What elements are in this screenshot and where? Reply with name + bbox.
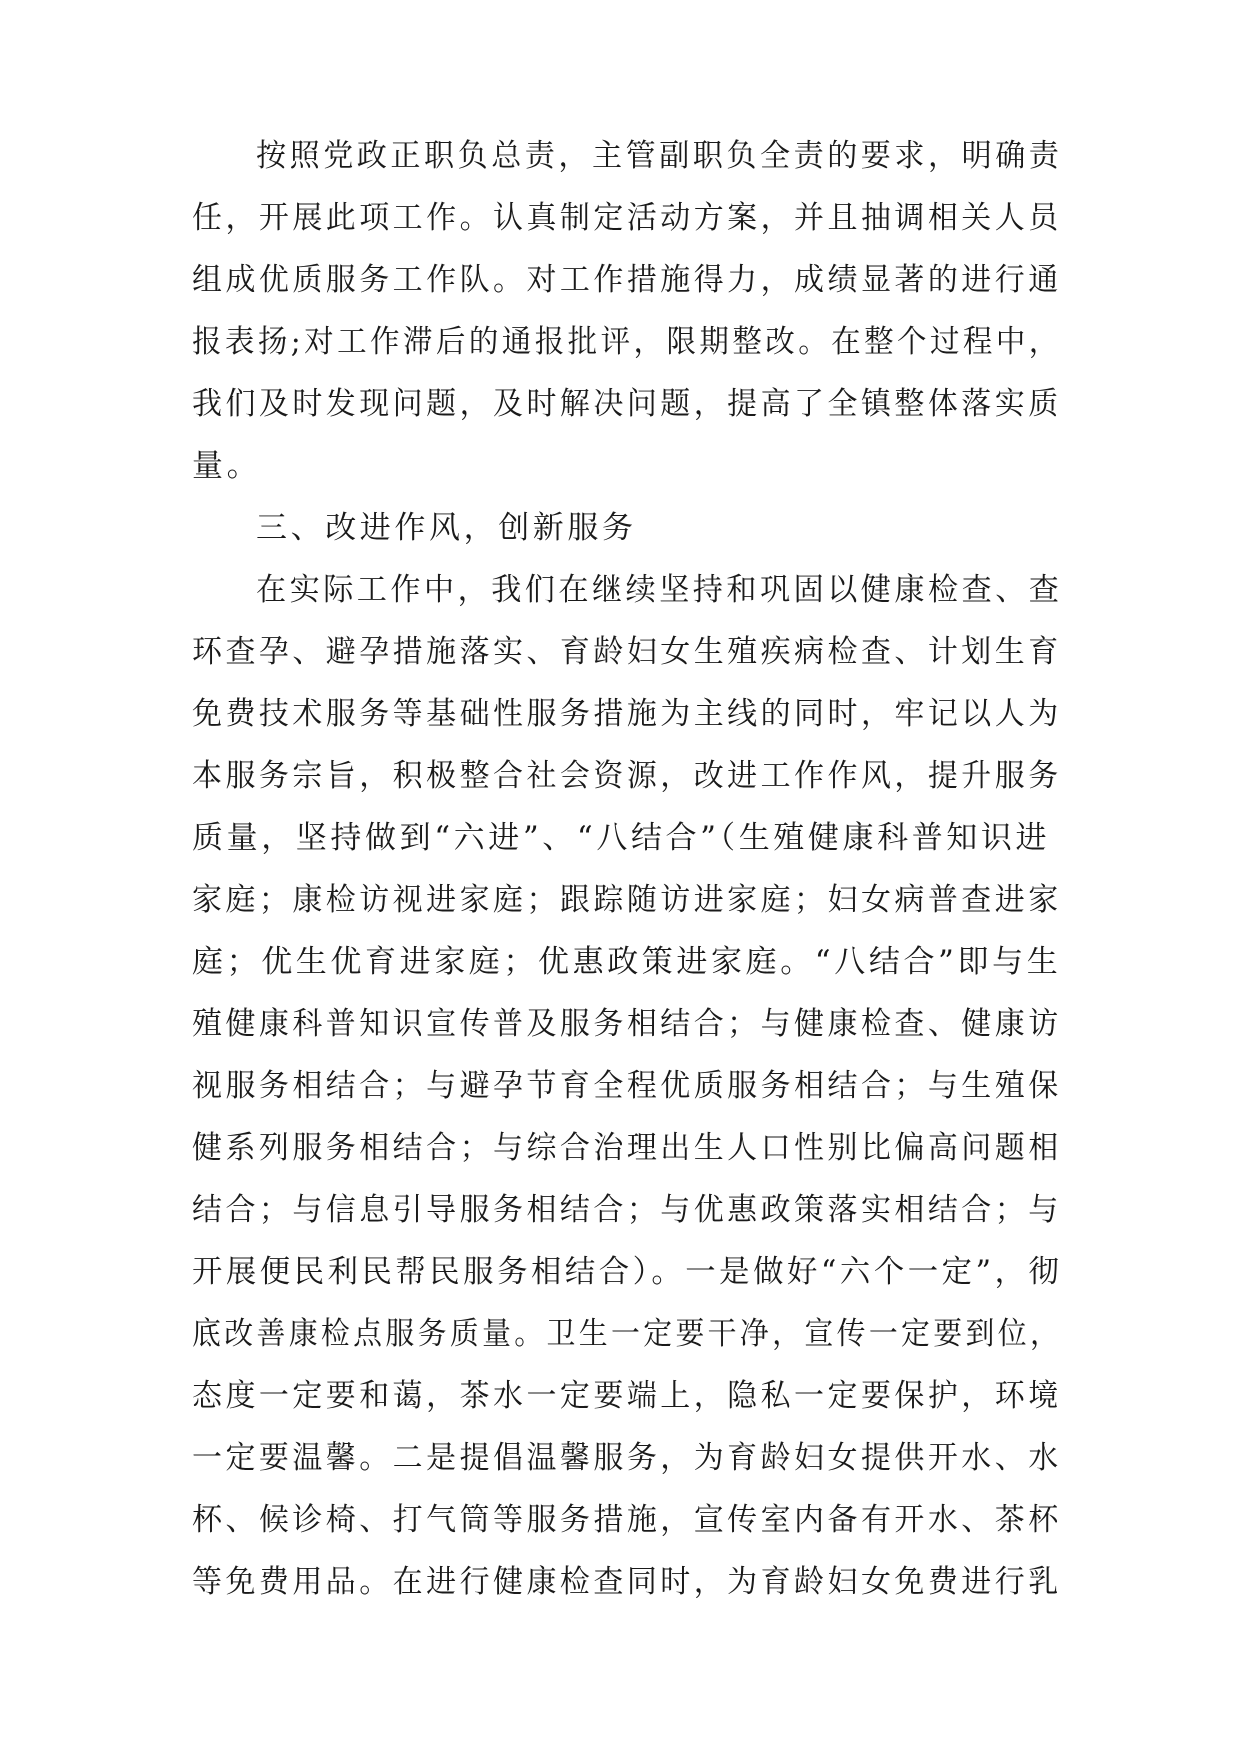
paragraph-1-line-3: 组成优质服务工作队。对工作措施得力，成绩显著的进行通 bbox=[192, 262, 1062, 298]
section-heading: 三、改进作风，创新服务 bbox=[256, 510, 637, 546]
paragraph-1-line-5: 我们及时发现问题，及时解决问题，提高了全镇整体落实质 bbox=[192, 386, 1062, 422]
paragraph-2-line-7: 庭；优生优育进家庭；优惠政策进家庭。“八结合”即与生 bbox=[192, 944, 1062, 980]
paragraph-2-line-17: 等免费用品。在进行健康检查同时，为育龄妇女免费进行乳 bbox=[192, 1564, 1062, 1600]
paragraph-2-line-3: 免费技术服务等基础性服务措施为主线的同时，牢记以人为 bbox=[192, 696, 1062, 732]
paragraph-2-line-15: 一定要温馨。二是提倡温馨服务，为育龄妇女提供开水、水 bbox=[192, 1440, 1062, 1476]
paragraph-2-line-8: 殖健康科普知识宣传普及服务相结合；与健康检查、健康访 bbox=[192, 1006, 1062, 1042]
paragraph-2-line-2: 环查孕、避孕措施落实、育龄妇女生殖疾病检查、计划生育 bbox=[192, 634, 1062, 670]
paragraph-2-line-13: 底改善康检点服务质量。卫生一定要干净，宣传一定要到位， bbox=[192, 1316, 1063, 1352]
paragraph-2-line-12: 开展便民利民帮民服务相结合）。一是做好“六个一定”，彻 bbox=[192, 1254, 1063, 1290]
paragraph-2-line-14: 态度一定要和蔼，茶水一定要端上，隐私一定要保护，环境 bbox=[192, 1378, 1062, 1414]
paragraph-1-line-4: 报表扬;对工作滞后的通报批评，限期整改。在整个过程中， bbox=[192, 324, 1062, 360]
paragraph-1-line-2: 任，开展此项工作。认真制定活动方案，并且抽调相关人员 bbox=[192, 200, 1062, 236]
paragraph-2-line-10: 健系列服务相结合；与综合治理出生人口性别比偏高问题相 bbox=[192, 1130, 1062, 1166]
paragraph-2-line-4: 本服务宗旨，积极整合社会资源，改进工作作风，提升服务 bbox=[192, 758, 1062, 794]
paragraph-2-line-6: 家庭；康检访视进家庭；跟踪随访进家庭；妇女病普查进家 bbox=[192, 882, 1062, 918]
paragraph-2-line-9: 视服务相结合；与避孕节育全程优质服务相结合；与生殖保 bbox=[192, 1068, 1062, 1104]
paragraph-2-line-1: 在实际工作中，我们在继续坚持和巩固以健康检查、查 bbox=[256, 572, 1063, 608]
paragraph-1-line-6: 量。 bbox=[192, 448, 262, 484]
paragraph-2-line-16: 杯、候诊椅、打气筒等服务措施，宣传室内备有开水、茶杯 bbox=[192, 1502, 1062, 1538]
paragraph-2-line-11: 结合；与信息引导服务相结合；与优惠政策落实相结合；与 bbox=[192, 1192, 1062, 1228]
paragraph-1-line-1: 按照党政正职负总责，主管副职负全责的要求，明确责 bbox=[256, 138, 1063, 174]
paragraph-2-line-5: 质量，坚持做到“六进”、“八结合”（生殖健康科普知识进 bbox=[192, 820, 1051, 856]
